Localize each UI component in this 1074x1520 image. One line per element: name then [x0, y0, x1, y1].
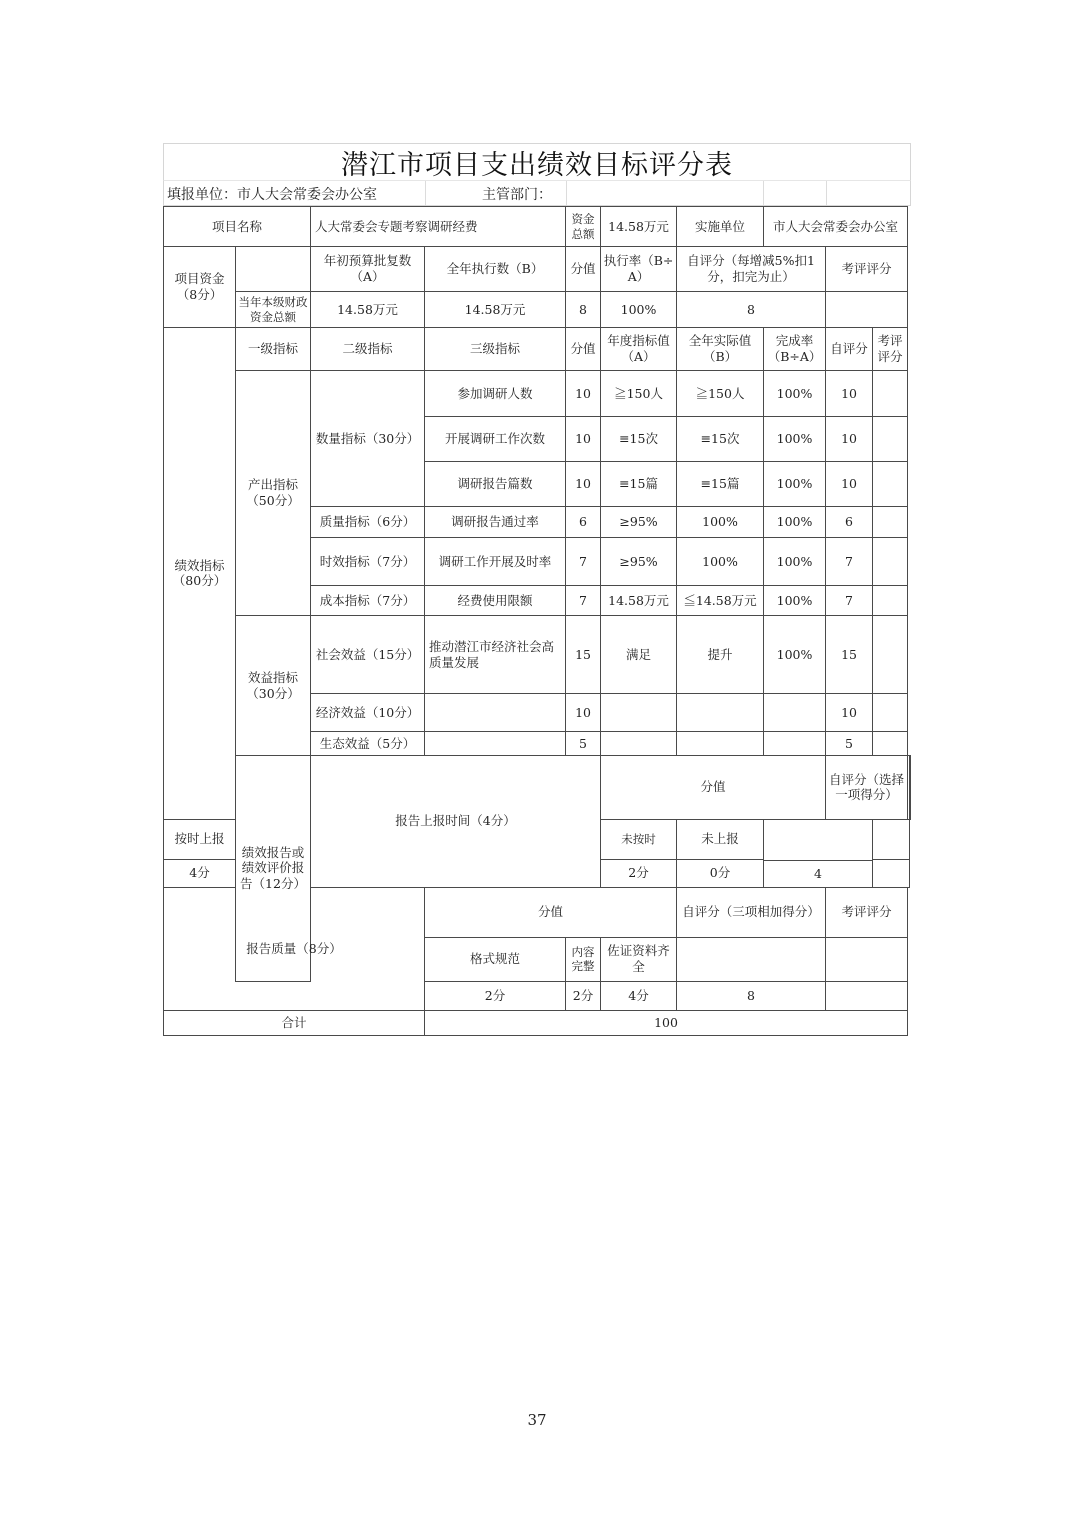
perf-header-row	[164, 328, 911, 371]
indicator-actual: 100%	[677, 538, 764, 586]
report-time-header-row	[164, 756, 911, 820]
indicator-score: 10	[566, 371, 601, 417]
indicator-self-score: 15	[826, 616, 873, 694]
indicator-self-score: 6	[826, 507, 873, 538]
indicator-actual: ≧150人	[677, 371, 764, 417]
total-fund-label: 资金总额	[566, 207, 601, 247]
indicator-self-score: 5	[826, 732, 873, 756]
indicator-done-rate: 100%	[764, 507, 826, 538]
indicator-row	[164, 371, 911, 417]
project-name-value: 人大常委会专题考察调研经费	[311, 207, 566, 247]
page-title: 潜江市项目支出绩效目标评分表	[163, 143, 911, 180]
level1-header: 一级指标	[236, 328, 311, 371]
report-quality-format-score: 2分	[425, 981, 566, 1010]
indicator-score: 5	[566, 732, 601, 756]
economic-benefit-label: 经济效益（10分）	[311, 694, 425, 732]
fund-review-value	[826, 292, 908, 328]
report-time-review-area	[873, 819, 910, 859]
actual-header: 全年实际值（B）	[677, 328, 764, 371]
fill-unit: 填报单位：市人大会常委会办公室	[167, 187, 377, 203]
perf-label: 绩效指标（80分）	[164, 328, 236, 820]
report-label: 绩效报告或绩效评价报告（12分）	[236, 756, 311, 982]
indicator-actual	[677, 732, 764, 756]
indicator-done-rate: 100%	[764, 462, 826, 507]
project-row	[164, 207, 911, 247]
report-quality-format: 格式规范	[425, 937, 566, 981]
indicator-done-rate: 100%	[764, 616, 826, 694]
report-time-self-area	[764, 819, 873, 887]
report-quality-review-area	[826, 937, 908, 981]
report-quality-self-value: 8	[677, 981, 826, 1010]
indicator-actual: ≡15篇	[677, 462, 764, 507]
indicator-self-score: 7	[826, 538, 873, 586]
info-bar	[163, 180, 911, 206]
fund-self-header: 自评分（每增减5%扣1分，扣完为止）	[677, 247, 826, 292]
fund-header-row	[164, 247, 911, 292]
supervising-dept: 主管部门：	[482, 187, 552, 203]
indicator-target: ≧150人	[601, 371, 677, 417]
indicator-target: ≥95%	[601, 538, 677, 586]
indicator-done-rate	[764, 732, 826, 756]
report-option-late-score: 2分	[601, 859, 677, 887]
quality-indicator-label: 质量指标（6分）	[311, 507, 425, 538]
report-quality-content-score: 2分	[566, 981, 601, 1010]
indicator-done-rate	[764, 694, 826, 732]
indicator-score: 10	[566, 694, 601, 732]
indicator-score: 15	[566, 616, 601, 694]
indicator-score: 10	[566, 417, 601, 462]
impl-unit-label: 实施单位	[677, 207, 764, 247]
report-quality-score-header: 分值	[425, 887, 677, 937]
score-table	[163, 206, 911, 1036]
report-quality-self-header: 自评分（三项相加得分）	[677, 887, 826, 937]
indicator-name	[425, 732, 566, 756]
indicator-name: 调研报告篇数	[425, 462, 566, 507]
indicator-review-score	[873, 538, 908, 586]
indicator-actual: 100%	[677, 507, 764, 538]
indicator-review-score	[873, 371, 908, 417]
fund-score-header: 分值	[566, 247, 601, 292]
report-quality-label: 报告质量（8分）	[164, 887, 425, 1010]
indicator-review-score	[873, 586, 908, 616]
indicator-target: ≡15篇	[601, 462, 677, 507]
done-rate-header: 完成率（B÷A）	[764, 328, 826, 371]
report-option-on-time-score: 4分	[164, 859, 236, 887]
report-quality-content: 内容完整	[566, 937, 601, 981]
indicator-name	[425, 694, 566, 732]
indicator-target: 14.58万元	[601, 586, 677, 616]
indicator-self-score: 10	[826, 371, 873, 417]
report-option-missing-score: 0分	[677, 859, 764, 887]
report-quality-self-area	[677, 937, 826, 981]
indicator-review-score	[873, 694, 908, 732]
indicator-done-rate: 100%	[764, 538, 826, 586]
perf-review-header: 考评评分	[873, 328, 908, 371]
indicator-target: 满足	[601, 616, 677, 694]
fund-blank-cell	[236, 247, 311, 292]
report-time-review-value	[873, 859, 910, 887]
indicator-target: ≡15次	[601, 417, 677, 462]
fund-budget-value: 14.58万元	[311, 292, 425, 328]
indicator-score: 10	[566, 462, 601, 507]
fund-rate-header: 执行率（B÷A）	[601, 247, 677, 292]
indicator-review-score	[873, 507, 908, 538]
indicator-done-rate: 100%	[764, 371, 826, 417]
level3-header: 三级指标	[425, 328, 566, 371]
output-indicator-label: 产出指标（50分）	[236, 371, 311, 616]
fund-review-header: 考评评分	[826, 247, 908, 292]
indicator-name: 调研工作开展及时率	[425, 538, 566, 586]
benefit-indicator-label: 效益指标（30分）	[236, 616, 311, 756]
indicator-target: ≥95%	[601, 507, 677, 538]
report-time-blank	[909, 756, 910, 820]
total-fund-value: 14.58万元	[601, 207, 677, 247]
report-quality-evidence: 佐证资料齐全	[601, 937, 677, 981]
quantity-indicator-label: 数量指标（30分）	[311, 371, 425, 507]
indicator-self-score: 10	[826, 462, 873, 507]
indicator-self-score: 10	[826, 417, 873, 462]
project-name-label: 项目名称	[164, 207, 311, 247]
indicator-actual: ≦14.58万元	[677, 586, 764, 616]
report-option-missing: 未上报	[677, 819, 764, 859]
indicator-target	[601, 732, 677, 756]
indicator-score: 6	[566, 507, 601, 538]
fund-exec-header: 全年执行数（B）	[425, 247, 566, 292]
impl-unit-value: 市人大会常委会办公室	[764, 207, 908, 247]
total-row	[164, 1010, 911, 1035]
indicator-score: 7	[566, 538, 601, 586]
indicator-name: 调研报告通过率	[425, 507, 566, 538]
indicator-done-rate: 100%	[764, 586, 826, 616]
ecological-benefit-label: 生态效益（5分）	[311, 732, 425, 756]
fund-value-row	[164, 292, 911, 328]
indicator-review-score	[873, 462, 908, 507]
total-value: 100	[425, 1010, 908, 1035]
timeliness-indicator-label: 时效指标（7分）	[311, 538, 425, 586]
target-header: 年度指标值（A）	[601, 328, 677, 371]
report-option-late: 未按时	[601, 819, 677, 859]
indicator-name: 开展调研工作次数	[425, 417, 566, 462]
report-quality-review-value	[826, 981, 908, 1010]
perf-score-header: 分值	[566, 328, 601, 371]
page-number: 37	[527, 1411, 547, 1429]
indicator-score: 7	[566, 586, 601, 616]
level2-header: 二级指标	[311, 328, 425, 371]
report-option-on-time: 按时上报	[164, 819, 236, 859]
indicator-review-score	[873, 616, 908, 694]
fund-label: 项目资金（8分）	[164, 247, 236, 328]
cost-indicator-label: 成本指标（7分）	[311, 586, 425, 616]
social-benefit-label: 社会效益（15分）	[311, 616, 425, 694]
fund-self-value: 8	[677, 292, 826, 328]
report-quality-evidence-score: 4分	[601, 981, 677, 1010]
indicator-target	[601, 694, 677, 732]
report-time-self-value: 4	[764, 860, 872, 887]
report-time-score-header: 分值	[601, 756, 826, 820]
indicator-row	[164, 616, 911, 694]
indicator-actual: 提升	[677, 616, 764, 694]
report-quality-review-header: 考评评分	[826, 887, 908, 937]
indicator-review-score	[873, 417, 908, 462]
perf-self-header: 自评分	[826, 328, 873, 371]
fund-budget-header: 年初预算批复数（A）	[311, 247, 425, 292]
score-sheet	[163, 143, 911, 1036]
indicator-review-score	[873, 732, 908, 756]
indicator-name: 经费使用限额	[425, 586, 566, 616]
report-time-label: 报告上报时间（4分）	[311, 756, 601, 888]
indicator-actual	[677, 694, 764, 732]
indicator-name: 推动潜江市经济社会高质量发展	[425, 616, 566, 694]
fund-score-value: 8	[566, 292, 601, 328]
total-label: 合计	[164, 1010, 425, 1035]
report-time-self-header: 自评分（选择一项得分）	[826, 756, 908, 820]
indicator-self-score: 10	[826, 694, 873, 732]
fund-row-label: 当年本级财政资金总额	[236, 292, 311, 328]
indicator-self-score: 7	[826, 586, 873, 616]
indicator-actual: ≡15次	[677, 417, 764, 462]
fund-exec-value: 14.58万元	[425, 292, 566, 328]
fund-rate-value: 100%	[601, 292, 677, 328]
report-quality-header-row	[164, 887, 911, 937]
indicator-done-rate: 100%	[764, 417, 826, 462]
indicator-name: 参加调研人数	[425, 371, 566, 417]
